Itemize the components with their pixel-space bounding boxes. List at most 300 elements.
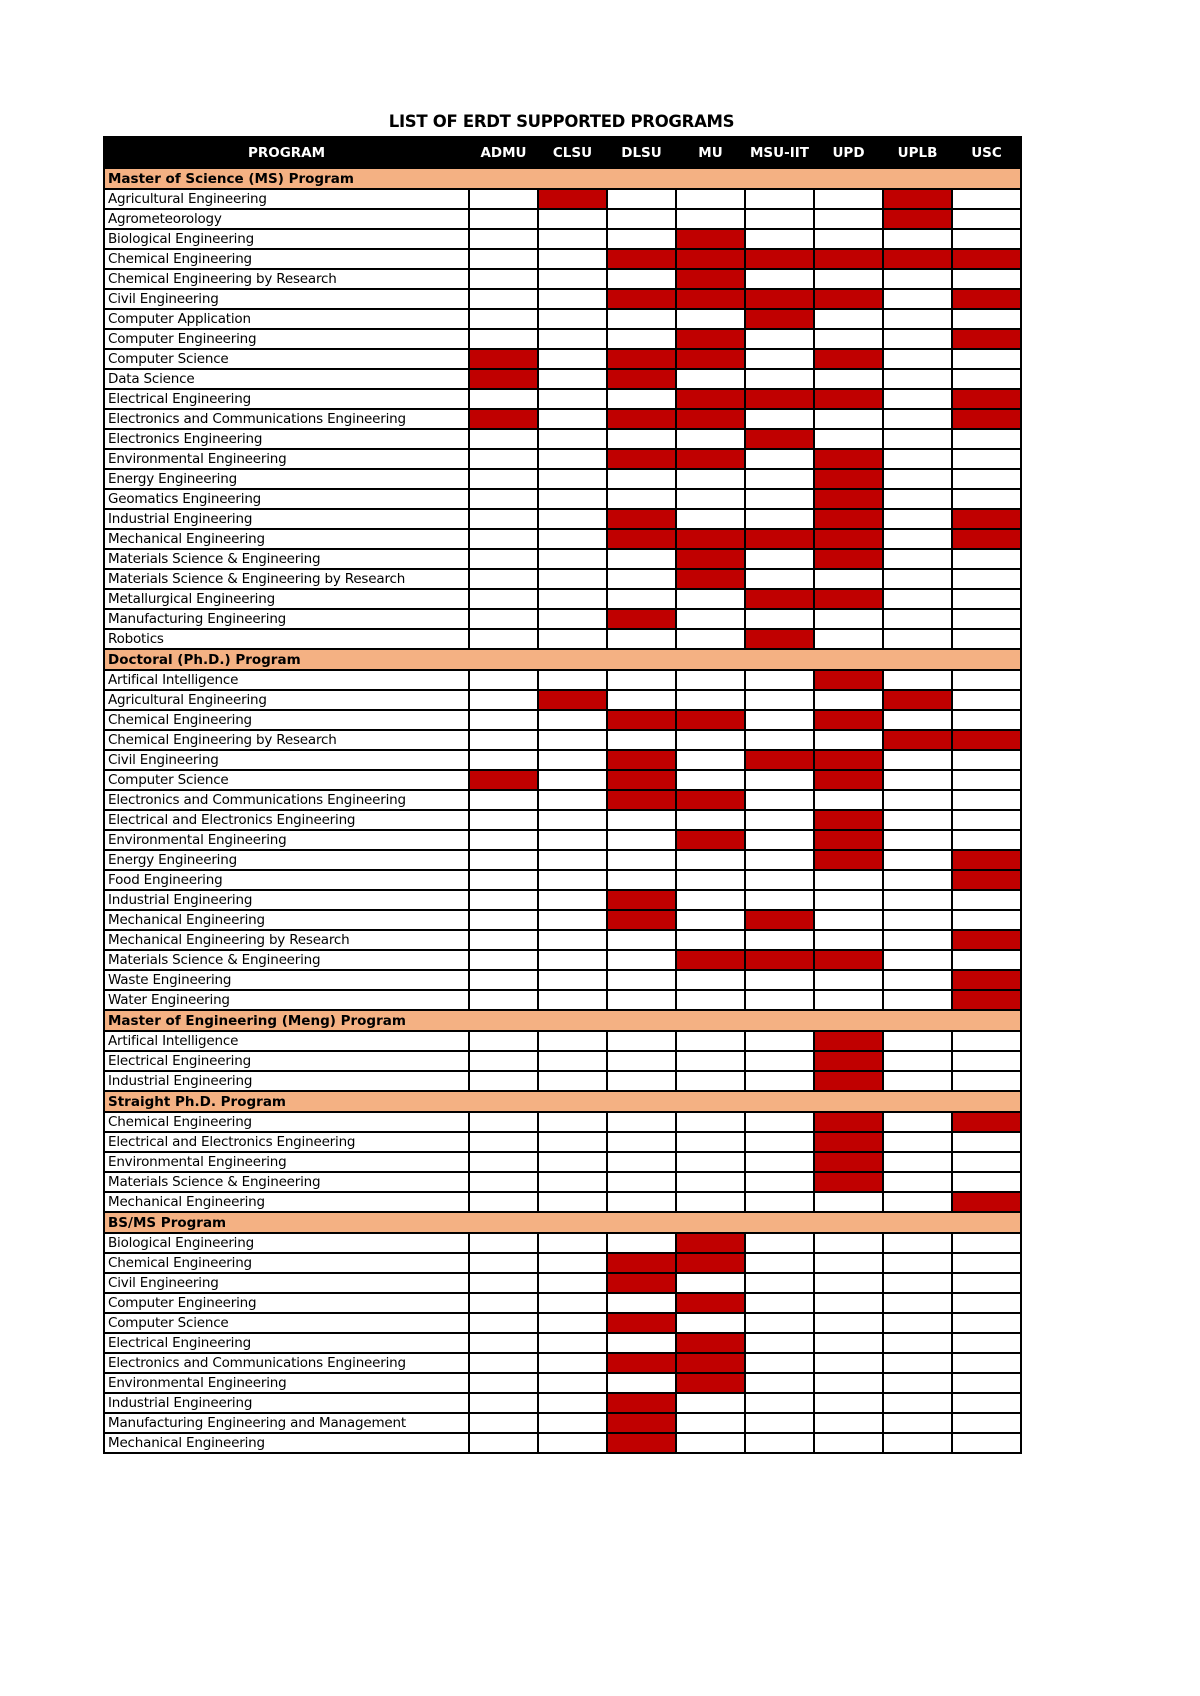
program-name: Civil Engineering [104,289,469,309]
column-header-dlsu: DLSU [607,137,676,168]
empty-cell [883,1031,952,1051]
empty-cell [745,1112,814,1132]
program-name: Chemical Engineering by Research [104,269,469,289]
empty-cell [676,589,745,609]
empty-cell [469,1152,538,1172]
empty-cell [814,1393,883,1413]
supported-cell [745,629,814,649]
supported-cell [607,509,676,529]
supported-cell [676,289,745,309]
empty-cell [676,810,745,830]
program-name: Civil Engineering [104,750,469,770]
empty-cell [676,609,745,629]
empty-cell [952,609,1021,629]
empty-cell [538,1413,607,1433]
program-name: Computer Science [104,349,469,369]
empty-cell [469,329,538,349]
supported-cell [607,529,676,549]
empty-cell [469,690,538,710]
section-title: Master of Engineering (Meng) Program [104,1010,1021,1031]
section-header-row [104,1212,1021,1233]
program-name: Electronics and Communications Engineering [104,790,469,810]
program-name: Water Engineering [104,990,469,1010]
program-name: Materials Science & Engineering [104,549,469,569]
empty-cell [538,910,607,930]
supported-cell [814,289,883,309]
empty-cell [814,429,883,449]
empty-cell [607,429,676,449]
supported-cell [676,329,745,349]
empty-cell [607,1333,676,1353]
empty-cell [607,1373,676,1393]
empty-cell [538,289,607,309]
empty-cell [538,589,607,609]
empty-cell [883,489,952,509]
empty-cell [538,1233,607,1253]
empty-cell [538,549,607,569]
supported-cell [676,269,745,289]
empty-cell [883,1373,952,1393]
supported-cell [952,529,1021,549]
empty-cell [538,790,607,810]
empty-cell [883,369,952,389]
supported-cell [952,389,1021,409]
empty-cell [607,1051,676,1071]
supported-cell [676,1233,745,1253]
empty-cell [538,329,607,349]
program-row [104,770,1021,790]
empty-cell [883,830,952,850]
program-name: Chemical Engineering [104,1253,469,1273]
empty-cell [745,790,814,810]
empty-cell [883,1333,952,1353]
empty-cell [883,509,952,529]
empty-cell [538,449,607,469]
empty-cell [745,1433,814,1453]
empty-cell [745,1373,814,1393]
program-row [104,990,1021,1010]
empty-cell [469,229,538,249]
empty-cell [676,930,745,950]
empty-cell [538,249,607,269]
program-row [104,569,1021,589]
empty-cell [745,830,814,850]
empty-cell [745,1132,814,1152]
supported-cell [469,349,538,369]
supported-cell [607,1273,676,1293]
program-name: Electrical Engineering [104,389,469,409]
empty-cell [814,1192,883,1212]
empty-cell [883,1253,952,1273]
program-name: Chemical Engineering [104,1112,469,1132]
supported-cell [814,1031,883,1051]
empty-cell [469,1313,538,1333]
empty-cell [607,730,676,750]
empty-cell [676,209,745,229]
empty-cell [469,269,538,289]
empty-cell [814,269,883,289]
empty-cell [538,369,607,389]
empty-cell [883,469,952,489]
empty-cell [469,810,538,830]
program-row [104,509,1021,529]
empty-cell [607,1132,676,1152]
empty-cell [469,529,538,549]
empty-cell [883,549,952,569]
empty-cell [952,1353,1021,1373]
program-row [104,1031,1021,1051]
empty-cell [607,930,676,950]
empty-cell [952,549,1021,569]
empty-cell [469,1112,538,1132]
empty-cell [538,810,607,830]
empty-cell [469,469,538,489]
empty-cell [952,950,1021,970]
empty-cell [538,1373,607,1393]
empty-cell [745,229,814,249]
empty-cell [469,1433,538,1453]
supported-cell [676,830,745,850]
program-name: Environmental Engineering [104,1152,469,1172]
empty-cell [952,790,1021,810]
empty-cell [469,950,538,970]
program-name: Mechanical Engineering by Research [104,930,469,950]
program-row [104,1152,1021,1172]
empty-cell [745,1333,814,1353]
empty-cell [676,990,745,1010]
empty-cell [883,1152,952,1172]
supported-cell [952,329,1021,349]
supported-cell [676,790,745,810]
empty-cell [676,509,745,529]
empty-cell [745,489,814,509]
program-row [104,1132,1021,1152]
program-name: Manufacturing Engineering [104,609,469,629]
empty-cell [814,970,883,990]
empty-cell [469,1253,538,1273]
empty-cell [814,1253,883,1273]
empty-cell [676,850,745,870]
empty-cell [952,189,1021,209]
empty-cell [745,1071,814,1091]
section-title: Master of Science (MS) Program [104,168,1021,189]
empty-cell [952,229,1021,249]
program-row [104,189,1021,209]
section-title: Doctoral (Ph.D.) Program [104,649,1021,670]
empty-cell [538,930,607,950]
empty-cell [676,1031,745,1051]
empty-cell [883,930,952,950]
program-name: Energy Engineering [104,850,469,870]
empty-cell [952,1132,1021,1152]
empty-cell [883,1051,952,1071]
program-name: Industrial Engineering [104,1071,469,1091]
empty-cell [952,1152,1021,1172]
empty-cell [952,1071,1021,1091]
program-name: Chemical Engineering [104,710,469,730]
empty-cell [952,770,1021,790]
supported-cell [814,489,883,509]
empty-cell [814,790,883,810]
program-row [104,329,1021,349]
supported-cell [607,409,676,429]
supported-cell [814,770,883,790]
empty-cell [607,850,676,870]
empty-cell [883,1293,952,1313]
empty-cell [676,1433,745,1453]
empty-cell [883,1233,952,1253]
empty-cell [676,1273,745,1293]
empty-cell [883,870,952,890]
empty-cell [883,269,952,289]
empty-cell [952,710,1021,730]
empty-cell [607,269,676,289]
empty-cell [952,1393,1021,1413]
empty-cell [469,449,538,469]
program-name: Industrial Engineering [104,890,469,910]
column-header-mu: MU [676,137,745,168]
empty-cell [538,409,607,429]
empty-cell [538,1071,607,1091]
empty-cell [607,830,676,850]
empty-cell [469,930,538,950]
empty-cell [883,389,952,409]
program-row [104,269,1021,289]
empty-cell [745,449,814,469]
supported-cell [607,289,676,309]
program-row [104,870,1021,890]
empty-cell [538,509,607,529]
empty-cell [883,990,952,1010]
program-name: Biological Engineering [104,1233,469,1253]
column-header-clsu: CLSU [538,137,607,168]
supported-cell [952,850,1021,870]
empty-cell [814,730,883,750]
supported-cell [814,950,883,970]
empty-cell [538,209,607,229]
empty-cell [883,790,952,810]
supported-cell [607,449,676,469]
empty-cell [676,1152,745,1172]
supported-cell [538,189,607,209]
supported-cell [814,810,883,830]
program-row [104,289,1021,309]
empty-cell [469,670,538,690]
empty-cell [676,1192,745,1212]
program-name: Electrical and Electronics Engineering [104,810,469,830]
program-name: Geomatics Engineering [104,489,469,509]
empty-cell [469,1413,538,1433]
supported-cell [676,950,745,970]
empty-cell [952,1373,1021,1393]
empty-cell [745,1393,814,1413]
empty-cell [538,569,607,589]
empty-cell [469,1132,538,1152]
empty-cell [952,269,1021,289]
empty-cell [883,409,952,429]
empty-cell [538,870,607,890]
empty-cell [607,569,676,589]
empty-cell [607,1152,676,1172]
empty-cell [538,1293,607,1313]
program-row [104,910,1021,930]
empty-cell [814,609,883,629]
supported-cell [469,770,538,790]
supported-cell [607,1433,676,1453]
empty-cell [607,589,676,609]
program-name: Computer Engineering [104,1293,469,1313]
supported-cell [952,970,1021,990]
empty-cell [676,629,745,649]
program-row [104,1172,1021,1192]
empty-cell [814,890,883,910]
empty-cell [538,830,607,850]
supported-cell [952,730,1021,750]
empty-cell [952,1233,1021,1253]
empty-cell [607,970,676,990]
empty-cell [883,1393,952,1413]
program-name: Artifical Intelligence [104,670,469,690]
empty-cell [883,770,952,790]
empty-cell [814,910,883,930]
empty-cell [745,569,814,589]
empty-cell [952,810,1021,830]
empty-cell [745,549,814,569]
empty-cell [745,730,814,750]
empty-cell [676,1112,745,1132]
empty-cell [538,1433,607,1453]
empty-cell [469,710,538,730]
program-name: Computer Science [104,770,469,790]
empty-cell [676,1172,745,1192]
empty-cell [538,730,607,750]
empty-cell [676,1313,745,1333]
empty-cell [814,229,883,249]
program-name: Mechanical Engineering [104,529,469,549]
empty-cell [952,429,1021,449]
empty-cell [883,1172,952,1192]
empty-cell [676,750,745,770]
empty-cell [814,1293,883,1313]
supported-cell [814,589,883,609]
empty-cell [814,1233,883,1253]
empty-cell [883,1112,952,1132]
supported-cell [607,1313,676,1333]
program-name: Computer Science [104,1313,469,1333]
program-name: Agrometeorology [104,209,469,229]
program-row [104,790,1021,810]
empty-cell [952,569,1021,589]
supported-cell [745,589,814,609]
supported-cell [814,469,883,489]
empty-cell [952,469,1021,489]
program-name: Chemical Engineering [104,249,469,269]
supported-cell [745,750,814,770]
empty-cell [607,1172,676,1192]
empty-cell [883,449,952,469]
empty-cell [883,629,952,649]
empty-cell [745,1413,814,1433]
program-row [104,1293,1021,1313]
supported-cell [814,1112,883,1132]
empty-cell [814,1333,883,1353]
empty-cell [952,830,1021,850]
supported-cell [814,349,883,369]
empty-cell [469,489,538,509]
empty-cell [883,1192,952,1212]
supported-cell [676,1373,745,1393]
program-row [104,1333,1021,1353]
program-row [104,890,1021,910]
empty-cell [814,1433,883,1453]
supported-cell [814,449,883,469]
supported-cell [952,930,1021,950]
empty-cell [538,1333,607,1353]
program-row [104,1393,1021,1413]
supported-cell [814,710,883,730]
supported-cell [538,690,607,710]
empty-cell [745,189,814,209]
program-name: Industrial Engineering [104,509,469,529]
empty-cell [607,810,676,830]
empty-cell [676,189,745,209]
supported-cell [607,890,676,910]
empty-cell [469,289,538,309]
program-row [104,1433,1021,1453]
empty-cell [538,469,607,489]
section-header-row [104,1091,1021,1112]
empty-cell [538,770,607,790]
empty-cell [814,1353,883,1373]
empty-cell [883,1273,952,1293]
supported-cell [676,549,745,569]
program-row [104,249,1021,269]
supported-cell [676,569,745,589]
program-row [104,1192,1021,1212]
empty-cell [883,609,952,629]
empty-cell [538,229,607,249]
supported-cell [745,249,814,269]
empty-cell [814,990,883,1010]
empty-cell [469,830,538,850]
supported-cell [814,1132,883,1152]
supported-cell [676,1253,745,1273]
supported-cell [952,289,1021,309]
empty-cell [469,1031,538,1051]
empty-cell [883,670,952,690]
supported-cell [814,549,883,569]
supported-cell [676,449,745,469]
empty-cell [538,1313,607,1333]
empty-cell [676,970,745,990]
supported-cell [814,509,883,529]
empty-cell [469,910,538,930]
empty-cell [676,1413,745,1433]
empty-cell [814,569,883,589]
empty-cell [883,569,952,589]
program-row [104,850,1021,870]
empty-cell [814,329,883,349]
empty-cell [607,629,676,649]
empty-cell [676,890,745,910]
empty-cell [952,1313,1021,1333]
empty-cell [814,369,883,389]
empty-cell [538,890,607,910]
supported-cell [883,209,952,229]
empty-cell [883,1132,952,1152]
empty-cell [607,1233,676,1253]
program-name: Electrical and Electronics Engineering [104,1132,469,1152]
